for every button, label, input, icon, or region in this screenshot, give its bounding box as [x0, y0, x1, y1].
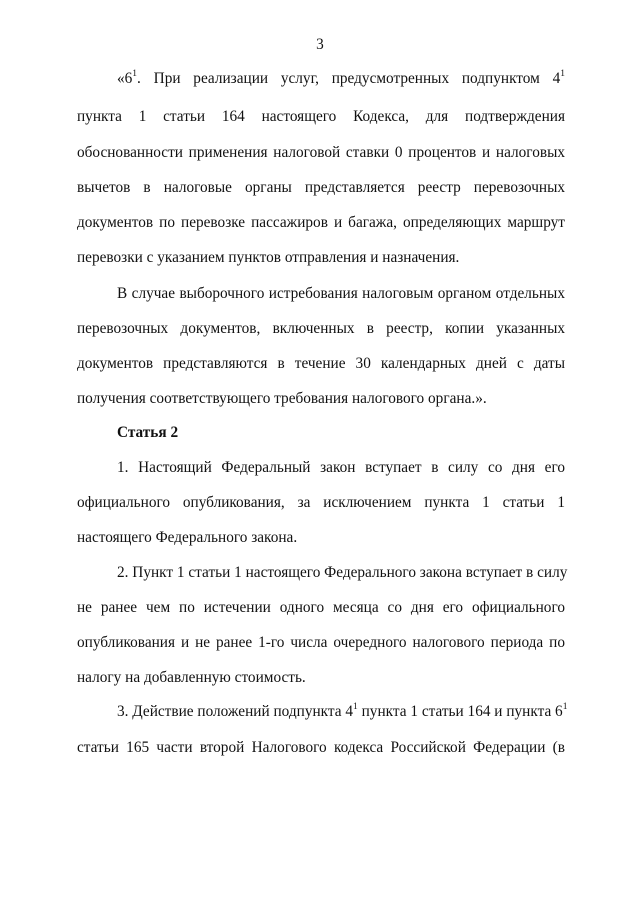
- paragraph-line: пункта 1 статьи 164 настоящего Кодекса, для подтверждения: [77, 108, 565, 125]
- line-text: 3. Действие положений подпункта 4: [117, 703, 354, 720]
- superscript: 1: [353, 702, 358, 712]
- paragraph-line: В случае выборочного истребования налоговым органом отдельных: [117, 285, 565, 302]
- paragraph-line: документов представляются в течение 30 календарных дней с даты: [77, 355, 565, 372]
- paragraph-line: статьи 165 части второй Налогового кодекса Российской Федерации (в: [77, 739, 565, 756]
- paragraph-line: официального опубликования, за исключением пункта 1 статьи 1: [77, 494, 565, 511]
- superscript: 1: [562, 702, 568, 712]
- paragraph-line: документов по перевозке пассажиров и багажа, определяющих маршрут: [77, 214, 565, 231]
- paragraph-line: [117, 70, 565, 88]
- line-text: . При реализации услуг, предусмотренных подпунктом 4: [137, 70, 561, 87]
- paragraph-line: [117, 702, 568, 721]
- paragraph-line: получения соответствующего требования налогового органа.».: [77, 390, 487, 407]
- paragraph-line: опубликования и не ранее 1-го числа очередного налогового периода по: [77, 634, 565, 651]
- line-text: пункта 1 статьи 164 и пункта 6: [357, 703, 563, 720]
- article-heading: Статья 2: [117, 424, 179, 441]
- superscript: 1: [132, 69, 138, 79]
- paragraph-line: 2. Пункт 1 статьи 1 настоящего Федерального закона вступает в силу: [117, 564, 568, 581]
- line-text: «6: [117, 70, 133, 87]
- superscript: 1: [560, 69, 565, 79]
- paragraph-line: 1. Настоящий Федеральный закон вступает в силу со дня его: [117, 459, 565, 476]
- page-number: 3: [316, 36, 324, 53]
- paragraph-line: обоснованности применения налоговой ставки 0 процентов и налоговых: [77, 144, 565, 161]
- paragraph-line: перевозки с указанием пунктов отправления и назначения.: [77, 249, 460, 266]
- paragraph-line: настоящего Федерального закона.: [77, 529, 298, 546]
- paragraph-line: вычетов в налоговые органы представляется реестр перевозочных: [77, 179, 565, 196]
- paragraph-line: не ранее чем по истечении одного месяца со дня его официального: [77, 599, 565, 616]
- paragraph-line: перевозочных документов, включенных в реестр, копии указанных: [77, 320, 565, 337]
- paragraph-line: налогу на добавленную стоимость.: [77, 669, 306, 686]
